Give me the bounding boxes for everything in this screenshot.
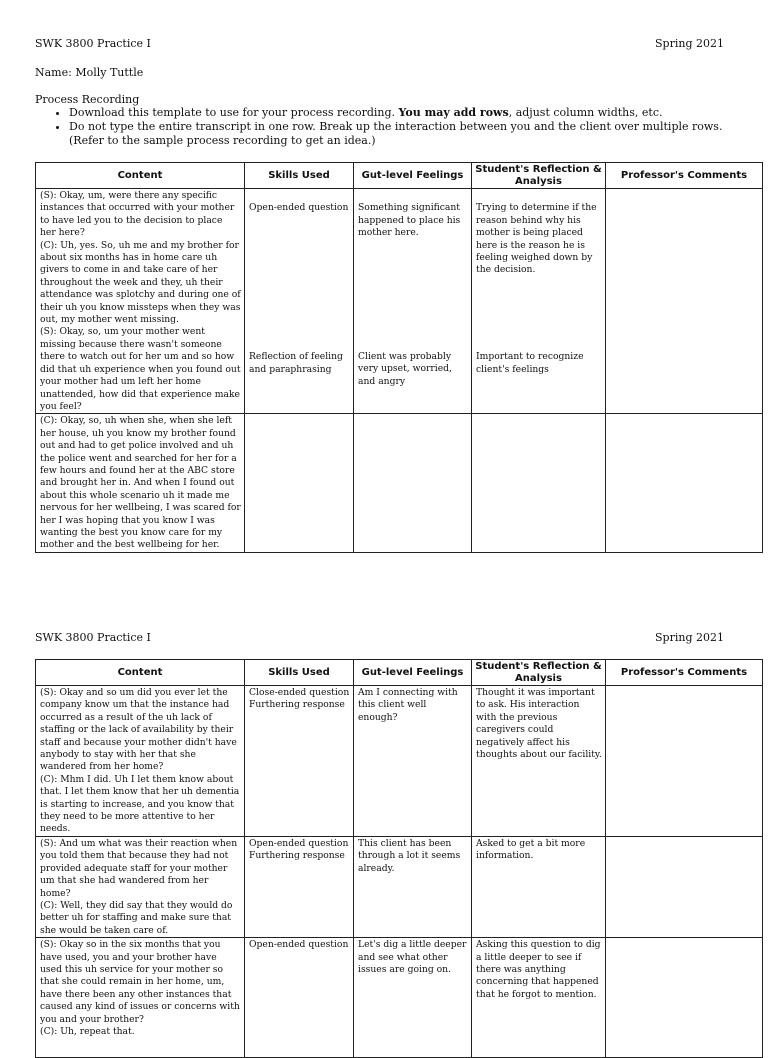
professor-cell	[606, 836, 763, 937]
reflection-text: Important to recognize client's feelings	[476, 351, 584, 375]
instruction-text: , adjust column widths, etc.	[508, 106, 663, 119]
reflection-cell: Asking this question to dig a little deeper to see if there was anything concerning that happened that he forgot to mention.	[472, 938, 606, 1058]
instruction-item: • Do not type the entire transcript in one row. Break up the interaction between you and the client over multiple rows. (Refer to the sample process recording to get an idea.)	[69, 120, 759, 148]
reflection-cell: Thought it was important to ask. His interaction with the previous caregivers could negatively affect his thoughts about our facility.	[472, 686, 606, 837]
feelings-cell: This client has been through a lot it seems already.	[354, 836, 472, 937]
table-row	[36, 938, 763, 1058]
process-recording-table	[35, 659, 763, 1058]
reflection-text: Trying to determine if the reason behind why his mother is being placed here is the reason he is feeling weighed down by the decision.	[476, 202, 597, 276]
process-recording-table	[35, 162, 763, 553]
student-name: Name: Molly Tuttle	[35, 66, 144, 79]
column-header-content: Content	[36, 163, 245, 189]
reflection-cell	[472, 189, 606, 414]
feelings-text: Something significant happened to place his mother here.	[358, 202, 461, 239]
feelings-cell: Let's dig a little deeper and see what other issues are going on.	[354, 938, 472, 1058]
professor-cell	[606, 686, 763, 837]
skills-cell: Close-ended question Furthering response	[245, 686, 354, 837]
feelings-cell	[354, 414, 472, 552]
page-break	[0, 560, 768, 624]
column-header-skills: Skills Used	[245, 163, 354, 189]
professor-cell	[606, 414, 763, 552]
content-cell: (S): Okay so in the six months that you have used, you and your brother have used this uh service for your mother so that she could remain in her home, um, have there been any other instances that caused any kind of issues or concerns with you and your brother? (C): Uh, repeat that.	[36, 938, 245, 1058]
reflection-cell	[472, 414, 606, 552]
feelings-text: Client was probably very upset, worried, and angry	[358, 351, 452, 387]
table-row	[36, 189, 763, 414]
content-cell: (S): Okay, um, were there any specific instances that occurred with your mother to have led you to the decision to place her here? (C): Uh, yes. So, uh me and my brother for about six months has in home care uh givers to come in and take care of her throughout the week and they, uh their attendance was splotchy and during one of their uh you know missteps when they was out, my mother went missing. (S): Okay, so, um your mother went missing because there wasn't someone there to watch out for her um and so how did that uh experience when you found out your mother had um left her home unattended, how did that experience make you feel?	[36, 189, 245, 414]
table-row	[36, 686, 763, 837]
table-row	[36, 836, 763, 937]
column-header-skills: Skills Used	[245, 660, 354, 686]
course-title: SWK 3800 Practice I	[35, 37, 151, 50]
column-header-feelings: Gut-level Feelings	[354, 163, 472, 189]
professor-cell	[606, 938, 763, 1058]
content-cell: (C): Okay, so, uh when she, when she left her house, uh you know my brother found out and had to get police involved and uh the police went and searched for her for a few hours and found her at the ABC store and brought her in. And when I found out about this whole scenario uh it made me nervous for her wellbeing, I was scared for her I was hoping that you know I was wanting the best you know care for my mother and the best wellbeing for her.	[36, 414, 245, 552]
skills-text: Reflection of feeling and paraphrasing	[249, 351, 343, 375]
instructions-list	[35, 106, 759, 148]
professor-cell	[606, 189, 763, 414]
skills-cell: Open-ended question Furthering response	[245, 836, 354, 937]
instruction-emphasis: You may add rows	[398, 106, 509, 119]
column-header-content: Content	[36, 660, 245, 686]
skills-cell	[245, 414, 354, 552]
semester-label: Spring 2021	[655, 37, 724, 50]
column-header-reflection: Student's Reflection & Analysis	[472, 660, 606, 686]
content-cell: (S): And um what was their reaction when you told them that because they had not provided adequate staff for your mother um that she had wandered from her home? (C): Well, they did say that they would do better uh for staffing and make sure that she would be taken care of.	[36, 836, 245, 937]
course-title: SWK 3800 Practice I	[35, 631, 151, 644]
skills-cell	[245, 189, 354, 414]
skills-cell: Open-ended question	[245, 938, 354, 1058]
feelings-cell	[354, 189, 472, 414]
instruction-item	[69, 106, 759, 120]
section-title: Process Recording	[35, 93, 140, 106]
column-header-professor: Professor's Comments	[606, 660, 763, 686]
table-row	[36, 414, 763, 552]
instruction-text: Download this template to use for your process recording.	[69, 106, 399, 119]
semester-label: Spring 2021	[655, 631, 724, 644]
table-header-row	[36, 660, 763, 686]
column-header-professor: Professor's Comments	[606, 163, 763, 189]
column-header-reflection: Student's Reflection & Analysis	[472, 163, 606, 189]
table-header-row	[36, 163, 763, 189]
skills-text: Open-ended question	[249, 202, 349, 214]
feelings-cell: Am I connecting with this client well enough?	[354, 686, 472, 837]
column-header-feelings: Gut-level Feelings	[354, 660, 472, 686]
reflection-cell: Asked to get a bit more information.	[472, 836, 606, 937]
content-cell: (S): Okay and so um did you ever let the company know um that the instance had occurred as a result of the uh lack of staffing or the lack of availability by their staff and because your mother didn't have anybody to stay with her that she wandered from her home? (C): Mhm I did. Uh I let them know about that. I let them know that her uh dementia is starting to increase, and you know that they need to be more attentive to her needs.	[36, 686, 245, 837]
